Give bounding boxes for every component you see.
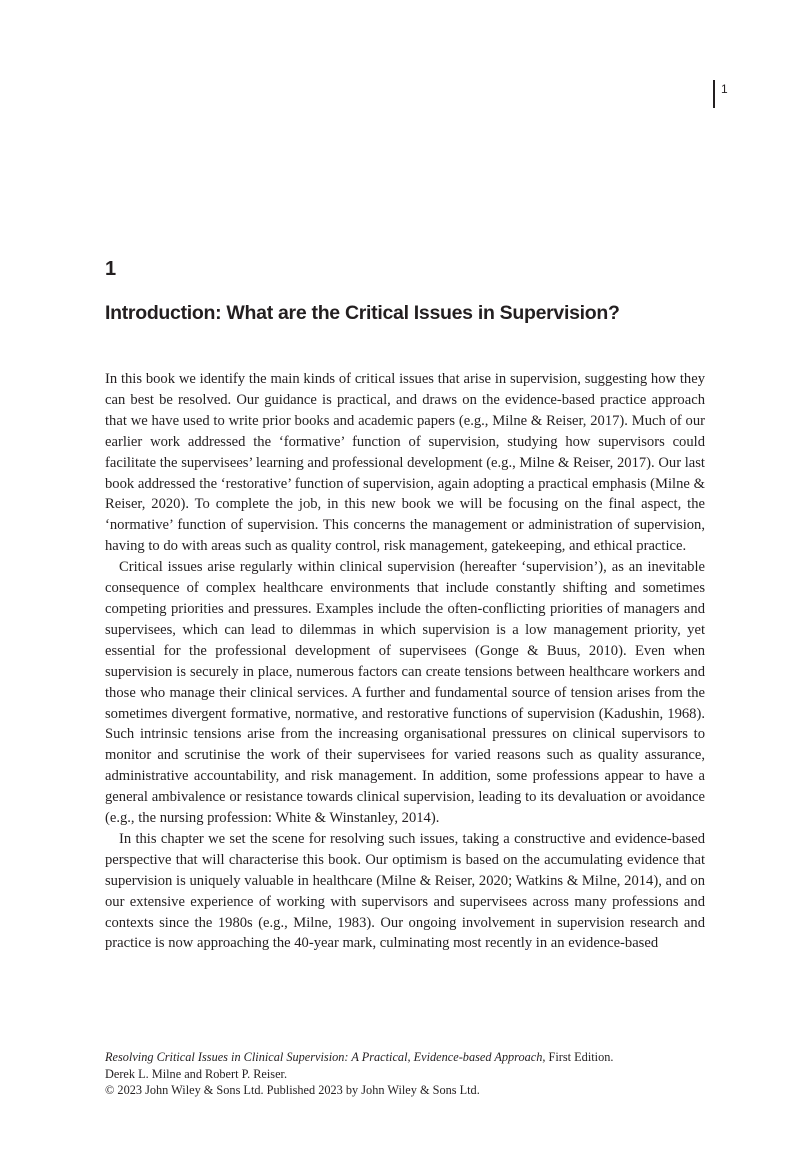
body-text bbox=[105, 369, 705, 954]
copyright-footer bbox=[105, 1049, 705, 1099]
page-number-text: 1 bbox=[721, 82, 728, 96]
paragraph: In this book we identify the main kinds of critical issues that arise in supervision, suggesting how they can best be resolved. Our guidance is practical, and draws on the evidence-based practice approach that we have used to write prior books and academic papers (e.g., Milne & Reiser, 2017). Much of our earlier work addressed the ‘formative’ function of supervision, studying how supervisors could facilitate the supervisees’ learning and professional development (e.g., Milne & Reiser, 2017). Our last book addressed the ‘restorative’ function of supervision, again adopting a practical emphasis (Milne & Reiser, 2020). To complete the job, in this new book we will be focusing on the final aspect, the ‘normative’ function of supervision. This concerns the management or administration of supervision, having to do with areas such as quality control, risk management, gatekeeping, and ethical practice. bbox=[105, 371, 705, 555]
page-number bbox=[713, 80, 728, 108]
chapter-number: 1 bbox=[105, 258, 117, 280]
paragraph: In this chapter we set the scene for resolving such issues, taking a constructive and evidence-based perspective that will characterise this book. Our optimism is based on the accumulating evidence that supervision is uniquely valuable in healthcare (Milne & Reiser, 2020; Watkins & Milne, 2014), and on our extensive experience of working with supervisors and supervisees across many professions and contexts since the 1980s (e.g., Milne, 1983). Our ongoing involvement in supervision research and practice is now approaching the 40-year mark, culminating most recently in an evidence-based bbox=[105, 830, 705, 952]
footer-copyright: © 2023 John Wiley & Sons Ltd. Published 2023 by John Wiley & Sons Ltd. bbox=[105, 1083, 480, 1098]
footer-book-title: Resolving Critical Issues in Clinical Supervision: A Practical, Evidence-based Approach, bbox=[105, 1050, 546, 1064]
paragraph: Critical issues arise regularly within clinical supervision (hereafter ‘supervision’), as an inevitable consequence of complex healthcare environments that include constantly shifting and sometimes competing priorities and pressures. Examples include the often-conflicting priorities of managers and supervisees, which can lead to dilemmas in which supervision is a low management priority, yet essential for the professional development of supervisees (Gonge & Buus, 2010). Even when supervision is securely in place, numerous factors can create tensions between healthcare workers and those who manage their clinical services. A further and fundamental source of tension arises from the sometimes divergent formative, normative, and restorative functions of supervision (Kadushin, 1968). Such intrinsic tensions arise from the increasing organisational pressures on clinical supervisors to monitor and scrutinise the work of their supervisees for varied reasons such as quality assurance, administrative accountability, and risk management. In addition, some professions appear to have a general ambivalence or resistance towards clinical supervision, leading to its devaluation or avoidance (e.g., the nursing profession: White & Winstanley, 2014). bbox=[105, 559, 705, 827]
footer-citation-line bbox=[105, 1049, 705, 1066]
footer-edition: First Edition. bbox=[545, 1050, 614, 1064]
footer-authors: Derek L. Milne and Robert P. Reiser. bbox=[105, 1066, 288, 1081]
chapter-title: Introduction: What are the Critical Issues in Supervision? bbox=[105, 302, 620, 324]
